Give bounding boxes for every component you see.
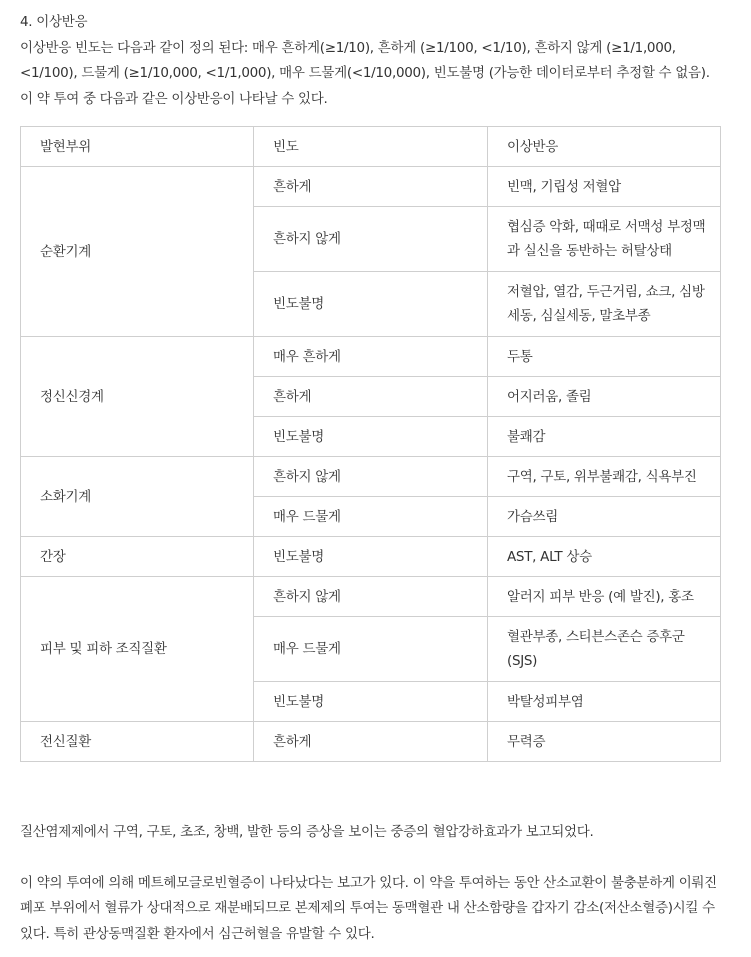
frequency-cell: 빈도불명 (254, 417, 488, 457)
reaction-cell: 박탈성피부염 (488, 682, 721, 722)
site-cell: 소화기계 (21, 457, 254, 537)
frequency-cell: 매우 흔하게 (254, 337, 488, 377)
frequency-cell: 빈도불명 (254, 682, 488, 722)
reaction-cell: AST, ALT 상승 (488, 537, 721, 577)
frequency-cell: 빈도불명 (254, 272, 488, 337)
site-cell: 전신질환 (21, 722, 254, 762)
reaction-cell: 두통 (488, 337, 721, 377)
note-paragraph: 질산염제제에서 구역, 구토, 초조, 창백, 발한 등의 증상을 보이는 중증의 혈압강하효과가 보고되었다. (20, 824, 594, 840)
table-row (21, 167, 721, 207)
reaction-cell: 빈맥, 기립성 저혈압 (488, 167, 721, 207)
frequency-cell: 흔하지 않게 (254, 457, 488, 497)
reaction-cell: 저혈압, 열감, 두근거림, 쇼크, 심방세동, 심실세동, 말초부종 (488, 272, 721, 337)
header-reaction: 이상반응 (488, 127, 721, 167)
header-site: 발현부위 (21, 127, 254, 167)
note-paragraph: 이 약의 투여에 의해 메트헤모글로빈혈증이 나타났다는 보고가 있다. 이 약을 투여하는 동안 산소교환이 불충분하게 이뤄진 폐포 부위에서 혈류가 상대적으로 재분배되므로 본제제의 투여는 동맥혈관 내 산소함량을 갑자기 감소(저산소혈증)시킬 수 있다. 특히 관상동맥질환 환자에서 심근허혈을 유발할 수 있다. (20, 874, 717, 942)
frequency-cell: 흔하지 않게 (254, 207, 488, 272)
table-row (21, 537, 721, 577)
frequency-definition: 이상반응 빈도는 다음과 같이 정의 된다: 매우 흔하게(≥1/10), 흔하게 (≥1/100, <1/10), 흔하지 않게 (≥1/1,000, <1/100), 드물게 (≥1/10,000, <1/1,000), 매우 드물게(<1/10,000), 빈도불명 (가능한 데이터로부터 추정할 수 없음). (20, 39, 710, 81)
reaction-cell: 구역, 구토, 위부불쾌감, 식욕부진 (488, 457, 721, 497)
frequency-cell: 흔하게 (254, 377, 488, 417)
reaction-cell: 혈관부종, 스티븐스존슨 증후군(SJS) (488, 617, 721, 682)
adverse-reaction-table (20, 126, 721, 762)
frequency-cell: 빈도불명 (254, 537, 488, 577)
table-row (21, 577, 721, 617)
frequency-cell: 흔하게 (254, 167, 488, 207)
site-cell: 피부 및 피하 조직질환 (21, 577, 254, 722)
reaction-cell: 협심증 악화, 때때로 서맥성 부정맥과 실신을 동반하는 허탈상태 (488, 207, 721, 272)
frequency-cell: 흔하지 않게 (254, 577, 488, 617)
frequency-cell: 매우 드물게 (254, 497, 488, 537)
table-row (21, 457, 721, 497)
header-frequency: 빈도 (254, 127, 488, 167)
reaction-cell: 불쾌감 (488, 417, 721, 457)
table-row (21, 337, 721, 377)
table-header-row (21, 127, 721, 167)
intro-section (20, 10, 720, 112)
site-cell: 순환기계 (21, 167, 254, 337)
table-row (21, 722, 721, 762)
notes-section (20, 820, 720, 947)
frequency-cell: 흔하게 (254, 722, 488, 762)
reaction-cell: 가슴쓰림 (488, 497, 721, 537)
section-lead: 이 약 투여 중 다음과 같은 이상반응이 나타날 수 있다. (20, 90, 328, 107)
site-cell: 간장 (21, 537, 254, 577)
frequency-cell: 매우 드물게 (254, 617, 488, 682)
reaction-cell: 무력증 (488, 722, 721, 762)
site-cell: 정신신경계 (21, 337, 254, 457)
reaction-cell: 알러지 피부 반응 (예 발진), 홍조 (488, 577, 721, 617)
section-heading: 4. 이상반응 (20, 14, 88, 30)
reaction-cell: 어지러움, 졸림 (488, 377, 721, 417)
